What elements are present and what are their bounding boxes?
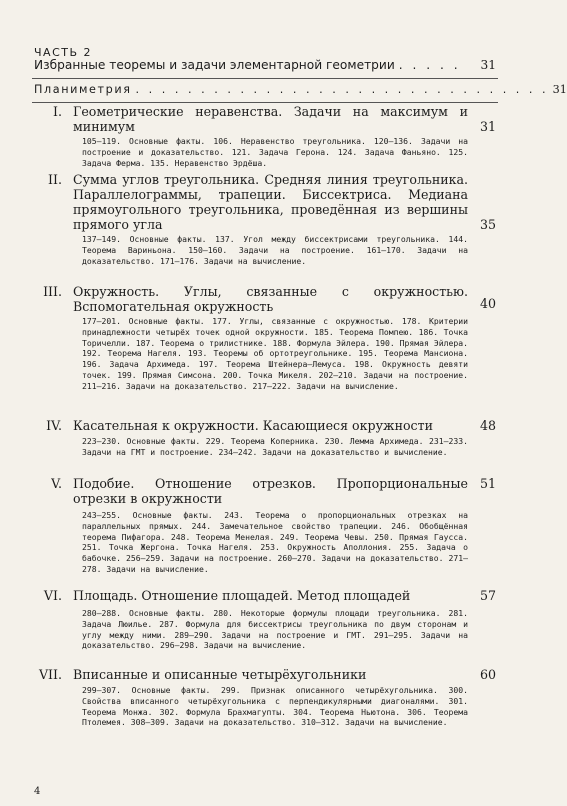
chapter-page-number: 48 [479, 418, 496, 433]
part-label: ЧАСТЬ 2 [34, 46, 93, 59]
chapter-number: VII. [38, 667, 62, 682]
chapter-title: Геометрические неравенства. Задачи на максимум и минимум [73, 104, 468, 134]
chapter-contents: 299—307. Основные факты. 299. Признак описанного четырёхугольника. 300. Свойства вписанного четырёхугольника с перпендикулярными диагоналями. 301. Теорема Монжа. 302. Формула Брахмагупты. 304. Теорема Ньютона. 306. Теорема Птолемея. 308—309. Задачи на доказательство. 310—312. Задачи на вычисление. [82, 685, 468, 728]
chapter-contents: 105—119. Основные факты. 106. Неравенство треугольника. 120—136. Задачи на построение и доказательство. 121. Задача Герона. 124. Задача Фаньяно. 125. Задача Ферма. 135. Неравенство Эрдёша. [82, 136, 468, 168]
chapter-number: II. [48, 172, 62, 187]
part-leader-dots: . . . . . [398, 58, 461, 72]
chapter-page-number: 31 [479, 119, 496, 134]
chapter-title: Касательная к окружности. Касающиеся окружности [73, 418, 433, 433]
chapter-title: Сумма углов треугольника. Средняя линия треугольника. Параллелограммы, трапеции. Биссектриса. Медиана прямоугольного треугольника, проведённая из вершины прямого угла [73, 172, 468, 232]
section-heading [34, 83, 567, 101]
chapter-number: V. [51, 476, 62, 491]
chapter-number: III. [43, 284, 62, 299]
chapter-contents: 177—201. Основные факты. 177. Углы, связанные с окружностью. 178. Критерии принадлежности четырёх точек одной окружности. 185. Теорема Помпею. 186. Точка Торичелли. 187. Теорема о трилистнике. 188. Формула Эйлера. 190. Прямая Эйлера. 192. Теорема Нагеля. 193. Теоремы об ортотреугольнике. 195. Теорема Мансиона. 196. Задача Архимеда. 197. Теорема Штейнера—Лемуса. 198. Окружность девяти точек. 199. Прямая Симсона. 200. Точка Микеля. 202—210. Задачи на построение. 211—216. Задачи на доказательство. 217—222. Задачи на вычисление. [82, 316, 468, 391]
chapter-contents: 223—230. Основные факты. 229. Теорема Коперника. 230. Лемма Архимеда. 231—233. Задачи на ГМТ и построение. 234—242. Задачи на доказательство и вычисление. [82, 436, 468, 457]
part-heading [34, 58, 496, 78]
chapter-contents: 243—255. Основные факты. 243. Теорема о пропорциональных отрезках на параллельных прямых. 244. Замечательное свойство трапеции. 246. Обобщённая теорема Пифагора. 248. Теорема Менелая. 249. Теорема Чевы. 250. Прямая Гаусса. 251. Точка Жергона. Точка Нагеля. 253. Окружность Аполлония. 255. Задача о бабочке. 256—259. Задачи на построение. 260—270. Задачи на доказательство. 271—278. Задачи на вычисление. [82, 510, 468, 574]
chapter-page-number: 40 [479, 296, 496, 311]
part-title: Избранные теоремы и задачи элементарной геометрии [34, 58, 395, 72]
part-page-number: 31 [480, 58, 496, 72]
chapter-number: I. [53, 104, 62, 119]
chapter-page-number: 51 [479, 476, 496, 491]
chapter-contents: 137—149. Основные факты. 137. Угол между биссектрисами треугольника. 144. Теорема Вариньона. 150—160. Задачи на построение. 161—170. Задачи на доказательство. 171—176. Задачи на вычисление. [82, 234, 468, 266]
chapter-contents: 280—288. Основные факты. 280. Некоторые формулы площади треугольника. 281. Задача Люилье. 287. Формула для биссектрисы треугольника по двум сторонам и углу между ними. 289—290. Задачи на построение и ГМТ. 291—295. Задачи на доказательство. 296—298. Задачи на вычисление. [82, 608, 468, 651]
divider [32, 78, 498, 79]
section-page-number: 31 [552, 83, 567, 96]
chapter-title: Подобие. Отношение отрезков. Пропорциональные отрезки в окружности [73, 476, 468, 506]
chapter-title: Окружность. Углы, связанные с окружностью. Вспомогательная окружность [73, 284, 468, 314]
chapter-page-number: 35 [479, 217, 496, 232]
section-title: Планиметрия [34, 83, 132, 96]
divider [32, 102, 498, 103]
chapter-number: VI. [43, 588, 62, 603]
folio-page-number: 4 [34, 786, 41, 797]
chapter-title: Площадь. Отношение площадей. Метод площадей [73, 588, 411, 603]
section-leader-dots: . . . . . . . . . . . . . . . . . . . . . . . . . . . . . . . . [135, 83, 549, 96]
chapter-page-number: 57 [479, 588, 496, 603]
chapter-number: IV. [46, 418, 62, 433]
chapter-title: Вписанные и описанные четырёхугольники [73, 667, 367, 682]
chapter-page-number: 60 [479, 667, 496, 682]
